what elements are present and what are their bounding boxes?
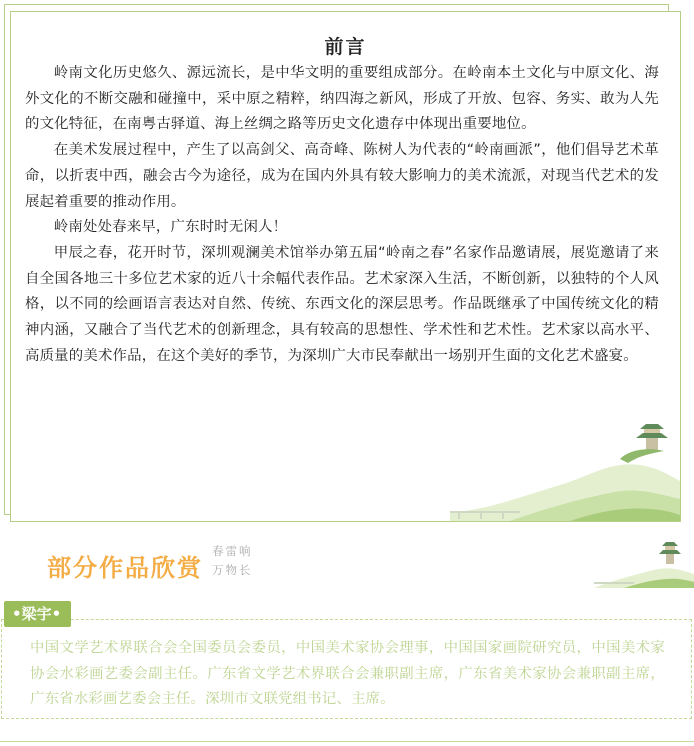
preface-body [25, 61, 659, 369]
preface-title: 前言 [324, 36, 367, 58]
pavilion-landscape-illustration [450, 421, 680, 521]
section-subtitle-line: 春雷响 [212, 544, 253, 558]
section-subtitle [212, 542, 253, 580]
preface-paragraph: 在美术发展过程中，产生了以高剑父、高奇峰、陈树人为代表的“岭南画派”，他们倡导艺术革命，以折衷中西，融会古今为途径，成为在国内外具有较大影响力的美术流派，对现当代艺术的发展起着重要的推动作用。 [25, 142, 659, 210]
preface-paragraph: 岭南处处春来早，广东时时无闲人！ [53, 219, 288, 236]
artist-bio: 中国文学艺术界联合会全国委员会委员，中国美术家协会理事，中国国家画院研究员，中国美术家协会水彩画艺委会副主任。广东省文学艺术界联合会兼职副主席，广东省美术家协会兼职副主席，广东省水彩画艺委会主任。深圳市文联党组书记、主席。 [30, 640, 665, 708]
preface-paragraph: 甲辰之春，花开时节，深圳观澜美术馆举办第五届“岭南之春”名家作品邀请展，展览邀请了来自全国各地三十多位艺术家的近八十余幅代表作品。艺术家深入生活，不断创新，以独特的个人风格，以不同的绘画语言表达对自然、传统、东西文化的深层思考。作品既继承了中国传统文化的精神内涵，又融合了当代艺术的创新理念，具有较高的思想性、学术性和艺术性。艺术家以高水平、高质量的美术作品，在这个美好的季节，为深圳广大市民奉献出一场别开生面的文化艺术盛宴。 [25, 244, 659, 364]
artist-name-tag: •梁宇• [4, 601, 71, 627]
preface-paragraph: 岭南文化历史悠久、源远流长，是中华文明的重要组成部分。在岭南本土文化与中原文化、海外文化的不断交融和碰撞中，采中原之精粹，纳四海之新风，形成了开放、包容、务实、敢为人先的文化特征，在南粤古驿道、海上丝绸之路等历史文化遗存中体现出重要地位。 [25, 65, 659, 133]
header-landscape-illustration [594, 540, 694, 588]
preface-frame [10, 11, 681, 522]
section-subtitle-line: 万物长 [212, 563, 253, 577]
section-divider [0, 741, 694, 742]
section-title: 部分作品欣赏 [47, 554, 203, 582]
